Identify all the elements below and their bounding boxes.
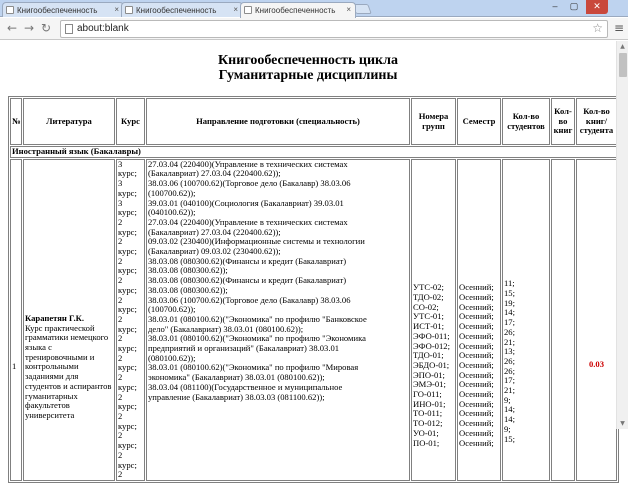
vertical-scrollbar[interactable] [616, 41, 628, 429]
course-entry: курс; [118, 304, 137, 315]
header-num: № [10, 98, 22, 145]
scroll-down-arrow-icon[interactable]: ▼ [620, 420, 625, 427]
student-count-entry: 21; [504, 385, 515, 396]
ratio-value: 0.03 [588, 358, 605, 369]
course-entry: 2 [118, 275, 123, 286]
table-header-row [10, 98, 617, 145]
header-course: Курс [116, 98, 145, 145]
direction-entry: 09.03.02 (230400)(Информационные системы и технологии [148, 236, 365, 247]
student-count-entry: 9; [504, 394, 511, 405]
student-count-entry: 17; [504, 317, 515, 328]
student-count-entry: 14; [504, 307, 515, 318]
literature-cell [23, 159, 115, 481]
books-count-cell [551, 159, 575, 481]
header-ratio: Кол-во книг/ студента [576, 98, 617, 145]
groups-cell [411, 159, 456, 481]
semester-entry: Осенний; [459, 398, 494, 409]
group-entry: ГО-011; [413, 389, 442, 400]
student-count-entry: 26; [504, 365, 515, 376]
course-entry: курс; [118, 420, 137, 431]
direction-entry: дело" (Бакалавриат) 38.03.01 (080100.62)); [148, 323, 304, 334]
student-count-entry: 17; [504, 375, 515, 386]
course-entry: 2 [118, 255, 123, 266]
semester-entry: Осенний; [459, 350, 494, 361]
header-literature: Литература [23, 98, 115, 145]
direction-entry: 27.03.04 (220400)(Управление в технических системах [148, 216, 348, 227]
direction-entry: 38.03.01 (080100.62)("Экономика" по профилю "Банковское [148, 313, 367, 324]
page-viewport [0, 41, 616, 480]
student-count-entry: 26; [504, 326, 515, 337]
semester-entry: Осенний; [459, 282, 494, 293]
browser-tab-3-active[interactable] [240, 2, 356, 18]
group-entry: ИСТ-01; [413, 321, 445, 332]
student-count-entry: 19; [504, 297, 515, 308]
course-entry: курс; [118, 265, 137, 276]
book-title: Курс практической грамматики немецкого языка с тренировочными и контрольными заданиями для студентов и аспирантов гуманитарных факультетов университета [25, 322, 112, 420]
section-title: Иностранный язык (Бакалавры) [10, 146, 617, 158]
table-row [10, 159, 617, 481]
group-entry: ЭБДО-01; [413, 359, 450, 370]
semester-entry: Осенний; [459, 379, 494, 390]
student-count-entry: 13; [504, 346, 515, 357]
direction-entry: (080100.62)); [148, 352, 196, 363]
student-count-entry: 21; [504, 336, 515, 347]
bookmark-star-icon[interactable]: ☆ [592, 21, 603, 35]
direction-list [148, 160, 408, 403]
course-entry: курс; [118, 187, 137, 198]
direction-entry: 38.03.08 (080300.62)); [148, 284, 228, 295]
direction-entry: (100700.62)); [148, 304, 196, 315]
row-num: 1 [10, 159, 22, 481]
student-count-entry: 9; [504, 423, 511, 434]
section-row [10, 146, 617, 158]
browser-tab-1[interactable] [2, 2, 124, 17]
semester-entry: Осенний; [459, 389, 494, 400]
tab-title: Книгообеспеченность [17, 6, 98, 15]
course-entry: 2 [118, 352, 123, 363]
semester-entry: Осенний; [459, 321, 494, 332]
group-entry: ТДО-02; [413, 292, 444, 303]
course-entry: курс; [118, 246, 137, 257]
course-entry: 2 [118, 294, 123, 305]
course-cell [116, 159, 145, 481]
direction-entry: 27.03.04 (220400)(Управление в технических системах [148, 158, 348, 169]
student-count-entry: 14; [504, 414, 515, 425]
header-students: Кол-во студентов [502, 98, 550, 145]
direction-entry: (Бакалавриат) 27.03.04 (220400.62)); [148, 168, 281, 179]
header-groups: Номера групп [411, 98, 456, 145]
header-books: Кол-во книг [551, 98, 575, 145]
course-entry: 2 [118, 236, 123, 247]
direction-entry: 39.03.01 (040100)(Социология (Бакалавриат) 39.03.01 [148, 197, 344, 208]
student-count-list [504, 279, 548, 444]
semester-entry: Осенний; [459, 292, 494, 303]
group-list [413, 283, 454, 448]
minimize-button[interactable]: – [552, 1, 558, 11]
book-author: Карапетян Г.К. [25, 312, 85, 323]
direction-entry: 38.03.04 (081100)(Государственное и муниципальное [148, 381, 343, 392]
tab-close-icon[interactable]: × [114, 5, 119, 14]
course-entry: 2 [118, 216, 123, 227]
direction-entry: (Бакалавриат) 09.03.02 (230400.62)); [148, 246, 281, 257]
course-entry: курс; [118, 343, 137, 354]
course-entry: курс; [118, 168, 137, 179]
page-title-line1: Книгообеспеченность цикла [218, 53, 398, 68]
student-count-entry: 15; [504, 433, 515, 444]
address-text: about:blank [77, 23, 129, 34]
direction-entry: предприятий и организаций" (Бакалавриат) 38.03.01 [148, 343, 340, 354]
student-count-entry: 14; [504, 404, 515, 415]
ratio-cell [576, 159, 617, 481]
course-entry: курс; [118, 226, 137, 237]
browser-tab-2[interactable] [121, 2, 243, 17]
back-arrow-icon[interactable]: ← [6, 21, 18, 35]
group-entry: СО-02; [413, 301, 439, 312]
address-bar[interactable] [60, 20, 608, 38]
scroll-up-arrow-icon[interactable]: ▲ [620, 43, 625, 50]
direction-entry: 38.03.08 (080300.62)(Финансы и кредит (Бакалавриат) [148, 255, 347, 266]
page-favicon-icon [6, 6, 14, 14]
semester-entry: Осенний; [459, 369, 494, 380]
semester-entry: Осенний; [459, 408, 494, 419]
direction-entry: (040100.62)); [148, 207, 196, 218]
group-entry: ЭМЭ-01; [413, 379, 446, 390]
direction-entry: 38.03.06 (100700.62)(Торговое дело (Бакалавр) 38.03.06 [148, 294, 351, 305]
tab-strip [0, 0, 628, 17]
page-favicon-icon [244, 6, 252, 14]
direction-cell [146, 159, 410, 481]
group-entry: ТДО-01; [413, 350, 444, 361]
student-count-entry: 15; [504, 288, 515, 299]
course-entry: 2 [118, 333, 123, 344]
course-entry: курс; [118, 207, 137, 218]
semester-list [459, 283, 499, 448]
direction-entry: 38.03.06 (100700.62)(Торговое дело (Бакалавр) 38.03.06 [148, 178, 351, 189]
semester-cell [457, 159, 501, 481]
group-entry: УТС-01; [413, 311, 444, 322]
reload-icon[interactable]: ↻ [40, 21, 52, 35]
direction-entry: 38.03.08 (080300.62)(Финансы и кредит (Бакалавриат) [148, 275, 347, 286]
student-count-entry: 26; [504, 355, 515, 366]
course-entry: 2 [118, 313, 123, 324]
group-entry: ЭФО-011; [413, 330, 450, 341]
scroll-thumb[interactable] [619, 53, 627, 77]
maximize-button[interactable]: ▢ [569, 1, 579, 11]
course-entry: 3 [118, 158, 123, 169]
group-entry: УО-01; [413, 427, 439, 438]
course-entry: 2 [118, 430, 123, 441]
course-entry: курс; [118, 323, 137, 334]
direction-entry: 38.03.08 (080300.62)); [148, 265, 228, 276]
direction-entry: экономика" (Бакалавриат) 38.03.01 (080100.62)); [148, 372, 325, 383]
group-entry: ЭФО-012; [413, 340, 450, 351]
course-entry: 2 [118, 410, 123, 421]
course-entry: 3 [118, 197, 123, 208]
group-entry: ПО-01; [413, 437, 440, 448]
semester-entry: Осенний; [459, 311, 494, 322]
direction-entry: (100700.62)); [148, 187, 196, 198]
group-entry: ИНО-01; [413, 398, 446, 409]
semester-entry: Осенний; [459, 359, 494, 370]
semester-entry: Осенний; [459, 340, 494, 351]
course-entry: 2 [118, 391, 123, 402]
books-table [8, 96, 619, 483]
group-entry: ТО-012; [413, 418, 443, 429]
direction-entry: управление (Бакалавриат) 38.03.03 (081100.62)); [148, 391, 325, 402]
page-title-line2: Гуманитарные дисциплины [218, 68, 398, 83]
course-entry: курс; [118, 440, 137, 451]
course-entry: курс; [118, 459, 137, 470]
page-favicon-icon [125, 6, 133, 14]
course-entry: курс; [118, 381, 137, 392]
course-entry: курс; [118, 401, 137, 412]
direction-entry: 38.03.01 (080100.62)("Экономика" по профилю "Мировая [148, 362, 359, 373]
tab-close-icon[interactable]: × [346, 5, 351, 14]
menu-icon[interactable]: ≡ [613, 21, 624, 35]
student-count-entry: 11; [504, 278, 515, 289]
direction-entry: (Бакалавриат) 27.03.04 (220400.62)); [148, 226, 281, 237]
semester-entry: Осенний; [459, 437, 494, 448]
browser-toolbar [0, 18, 628, 40]
group-entry: УТС-02; [413, 282, 444, 293]
window-close-button[interactable]: ✕ [586, 0, 608, 14]
semester-entry: Осенний; [459, 427, 494, 438]
course-entry: 3 [118, 178, 123, 189]
semester-entry: Осенний; [459, 418, 494, 429]
course-entry: курс; [118, 284, 137, 295]
semester-entry: Осенний; [459, 330, 494, 341]
tab-title: Книгообеспеченность [255, 6, 336, 15]
header-direction: Направление подготовки (специальность) [146, 98, 410, 145]
course-entry: 2 [118, 449, 123, 460]
course-entry: 2 [118, 469, 123, 480]
group-entry: ТО-011; [413, 408, 443, 419]
page-icon [65, 24, 73, 34]
course-entry: 2 [118, 372, 123, 383]
page-title [0, 53, 616, 83]
tab-title: Книгообеспеченность [136, 6, 217, 15]
forward-arrow-icon[interactable]: → [23, 21, 35, 35]
group-entry: ЭПО-01; [413, 369, 445, 380]
tab-close-icon[interactable]: × [233, 5, 238, 14]
course-list [118, 160, 143, 480]
direction-entry: 38.03.01 (080100.62)("Экономика" по профилю "Экономика [148, 333, 366, 344]
semester-entry: Осенний; [459, 301, 494, 312]
header-semester: Семестр [457, 98, 501, 145]
course-entry: курс; [118, 362, 137, 373]
students-cell [502, 159, 550, 481]
